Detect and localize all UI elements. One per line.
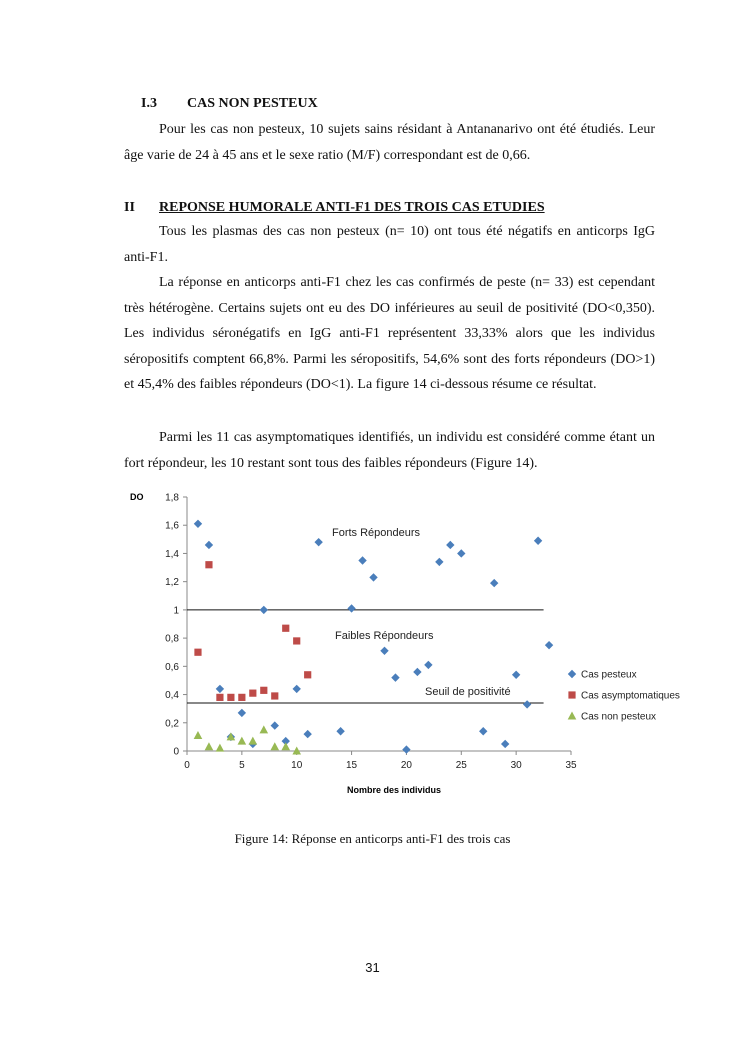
point-series-2: [260, 687, 267, 694]
paragraph-ii-1: [124, 219, 655, 270]
point-series-1: [293, 685, 301, 693]
paragraph-ii-2-text: La réponse en anticorps anti-F1 chez les cas confirmés de peste (n= 33) est cependant très hétérogène. Certains sujets ont eu des DO inférieures au seuil de positivité (DO<0,350). Les individus séronégatifs en IgG anti-F1 représentent 33,33% alors que les individus séropositifs comptent 66,8%. Parmi les séropositifs, 54,6% sont des forts répondeurs (DO>1) et 45,4% des faibles répondeurs (DO<1). La figure 14 ci-dessous résume ce résultat.: [124, 275, 655, 392]
figure-14-chart: [120, 485, 680, 805]
point-series-3: [205, 742, 214, 750]
point-series-1: [424, 661, 432, 669]
x-tick-label: 10: [291, 760, 303, 771]
point-series-1: [512, 671, 520, 679]
y-tick-label: 1,6: [165, 520, 179, 532]
y-tick-label: 1,8: [165, 492, 179, 504]
chart-legend: [568, 670, 680, 723]
paragraph-ii-2: [124, 270, 655, 398]
paragraph-ii-3-text: Parmi les 11 cas asymptomatiques identifiés, un individu est considéré comme étant un fort répondeur, les 10 restant sont tous des faibles répondeurs (Figure 14).: [124, 430, 655, 471]
point-series-1: [260, 606, 268, 614]
legend-label-2: Cas asymptomatiques: [581, 690, 680, 702]
x-axis-label: Nombre des individus: [346, 785, 442, 795]
legend-marker-2: [568, 691, 575, 698]
legend-marker-3: [568, 712, 577, 720]
annotation-seuil-positivite: Seuil de positivité: [425, 686, 511, 698]
point-series-2: [271, 692, 278, 699]
legend-label-3: Cas non pesteux: [581, 711, 657, 723]
y-tick-label: 1,4: [165, 548, 179, 560]
section-title-ii: REPONSE HUMORALE ANTI-F1 DES TROIS CAS ETUDIES: [159, 200, 545, 215]
point-series-1: [435, 558, 443, 566]
annotation-forts-repondeurs: Forts Répondeurs: [332, 527, 421, 539]
point-series-1: [216, 685, 224, 693]
point-series-1: [369, 573, 377, 581]
paragraph-i3: [124, 117, 655, 168]
figure-caption: Figure 14: Réponse en anticorps anti-F1 des trois cas: [234, 831, 511, 846]
point-series-1: [457, 549, 465, 557]
point-series-1: [501, 740, 509, 748]
y-tick-label: 0,6: [165, 661, 179, 673]
paragraph-ii-1-text: Tous les plasmas des cas non pesteux (n= 10) ont tous été négatifs en anticorps IgG anti-F1.: [124, 224, 655, 265]
paragraph-ii-3: [124, 425, 655, 476]
point-series-3: [281, 742, 290, 750]
legend-marker-1: [568, 670, 576, 678]
point-series-2: [304, 671, 311, 678]
point-series-1: [314, 538, 322, 546]
point-series-1: [194, 520, 202, 528]
point-series-1: [347, 604, 355, 612]
x-tick-label: 35: [565, 760, 577, 771]
point-series-1: [205, 541, 213, 549]
point-series-2: [293, 637, 300, 644]
point-series-1: [303, 730, 311, 738]
y-tick-label: 0,2: [165, 718, 179, 730]
y-tick-label: 0,4: [165, 690, 179, 702]
point-series-1: [336, 727, 344, 735]
point-series-3: [194, 731, 203, 739]
point-series-1: [479, 727, 487, 735]
section-number-ii: II: [124, 200, 135, 215]
y-tick-label: 1,2: [165, 577, 179, 589]
point-series-1: [358, 556, 366, 564]
point-series-1: [402, 745, 410, 753]
point-series-2: [205, 561, 212, 568]
x-tick-label: 5: [239, 760, 245, 771]
x-tick-label: 15: [346, 760, 358, 771]
point-series-3: [260, 725, 269, 733]
point-series-2: [282, 625, 289, 632]
point-series-2: [216, 694, 223, 701]
x-tick-label: 30: [510, 760, 522, 771]
x-tick-label: 20: [400, 760, 412, 771]
point-series-2: [249, 690, 256, 697]
point-series-1: [380, 647, 388, 655]
y-tick-label: 1: [173, 605, 179, 617]
point-series-1: [271, 721, 279, 729]
point-series-2: [227, 694, 234, 701]
point-series-1: [490, 579, 498, 587]
point-series-3: [238, 737, 247, 745]
point-series-1: [545, 641, 553, 649]
point-series-1: [534, 537, 542, 545]
section-number-i3: I.3: [141, 96, 157, 111]
point-series-1: [413, 668, 421, 676]
x-tick-label: 0: [184, 760, 190, 771]
y-tick-label: 0: [173, 746, 179, 758]
point-series-2: [238, 694, 245, 701]
point-series-1: [238, 709, 246, 717]
y-tick-label: 0,8: [165, 633, 179, 645]
point-series-1: [446, 541, 454, 549]
point-series-1: [391, 673, 399, 681]
point-series-1: [523, 700, 531, 708]
y-axis-label: DO: [130, 492, 144, 502]
point-series-3: [249, 737, 258, 745]
legend-label-1: Cas pesteux: [581, 669, 637, 681]
paragraph-i3-text: Pour les cas non pesteux, 10 sujets sains résidant à Antananarivo ont été étudiés. Leur âge varie de 24 à 45 ans et le sexe ratio (M/F) correspondant est de 0,66.: [124, 122, 655, 163]
section-title-i3: CAS NON PESTEUX: [187, 96, 318, 111]
point-series-2: [194, 649, 201, 656]
page-number: 31: [365, 960, 380, 975]
point-series-3: [216, 744, 225, 752]
x-tick-label: 25: [455, 760, 467, 771]
annotation-faibles-repondeurs: Faibles Répondeurs: [335, 630, 434, 642]
point-series-3: [270, 742, 279, 750]
chart-svg: [120, 485, 680, 805]
